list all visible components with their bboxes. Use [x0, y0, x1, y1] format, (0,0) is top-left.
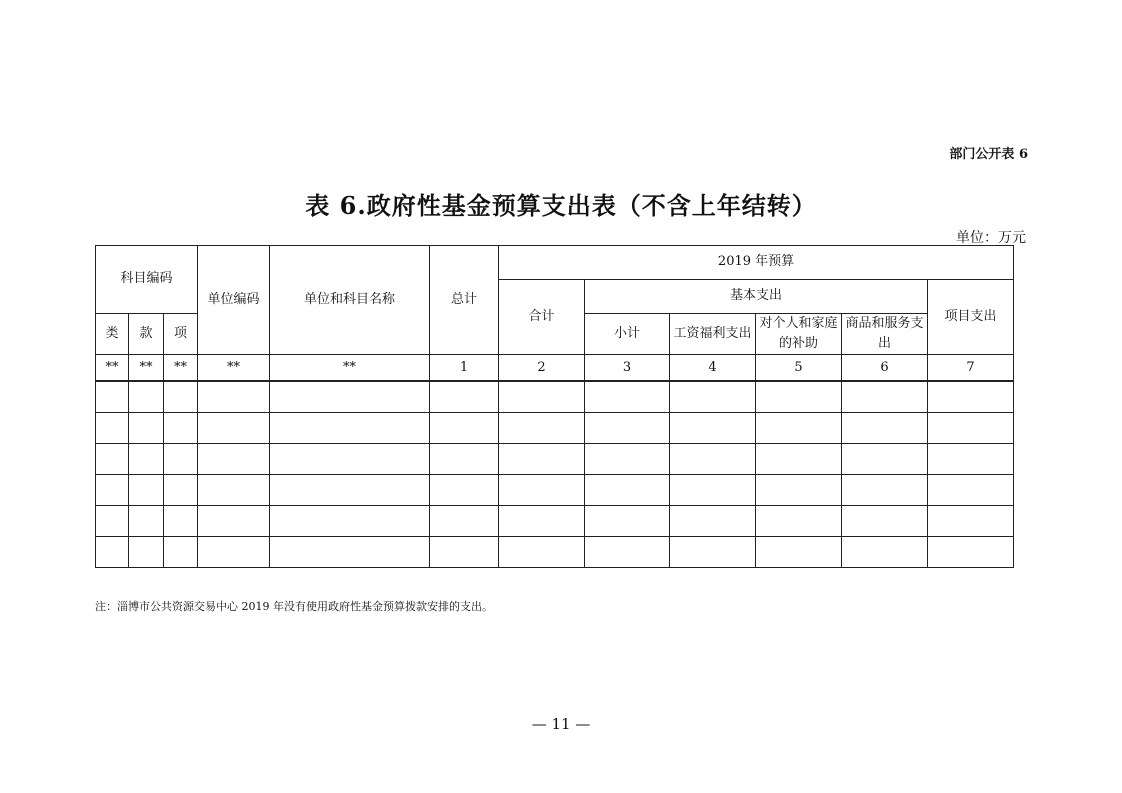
subtotal-header: 小计	[585, 314, 670, 355]
index-cell: **	[198, 355, 270, 382]
index-row	[96, 355, 1014, 382]
form-tag: 部门公开表 6	[949, 147, 1028, 162]
footnote: 注：淄博市公共资源交易中心 2019 年没有使用政府性基金预算拨款安排的支出。	[95, 600, 493, 613]
table-row	[96, 506, 1014, 537]
item-header: 项	[164, 314, 198, 355]
index-cell: 2	[499, 355, 585, 382]
unit-code-header: 单位编码	[198, 246, 270, 355]
page-number: — 11 —	[531, 715, 591, 733]
budget-year-header: 2019 年预算	[499, 246, 1014, 280]
table-row	[96, 413, 1014, 444]
index-cell: 6	[842, 355, 928, 382]
total-header: 总计	[430, 246, 499, 355]
table-row	[96, 475, 1014, 506]
table-row	[96, 444, 1014, 475]
sum-header: 合计	[499, 280, 585, 355]
basic-expense-header: 基本支出	[585, 280, 928, 314]
table-row	[96, 381, 1014, 413]
unit-subject-name-header: 单位和科目名称	[270, 246, 430, 355]
page-title: 表 6.政府性基金预算支出表（不含上年结转）	[305, 191, 817, 220]
unit-label: 单位：万元	[956, 230, 1026, 246]
subject-code-header: 科目编码	[96, 246, 198, 314]
table-row	[96, 537, 1014, 568]
index-cell: **	[129, 355, 164, 382]
goods-services-header: 商品和服务支出	[842, 314, 928, 355]
section-header: 款	[129, 314, 164, 355]
index-cell: 3	[585, 355, 670, 382]
index-cell: 4	[670, 355, 756, 382]
class-header: 类	[96, 314, 129, 355]
budget-table	[95, 245, 1014, 568]
project-expense-header: 项目支出	[928, 280, 1014, 355]
index-cell: **	[96, 355, 129, 382]
index-cell: **	[164, 355, 198, 382]
wage-welfare-header: 工资福利支出	[670, 314, 756, 355]
index-cell: 1	[430, 355, 499, 382]
index-cell: 5	[756, 355, 842, 382]
index-cell: 7	[928, 355, 1014, 382]
index-cell: **	[270, 355, 430, 382]
personal-family-header: 对个人和家庭的补助	[756, 314, 842, 355]
